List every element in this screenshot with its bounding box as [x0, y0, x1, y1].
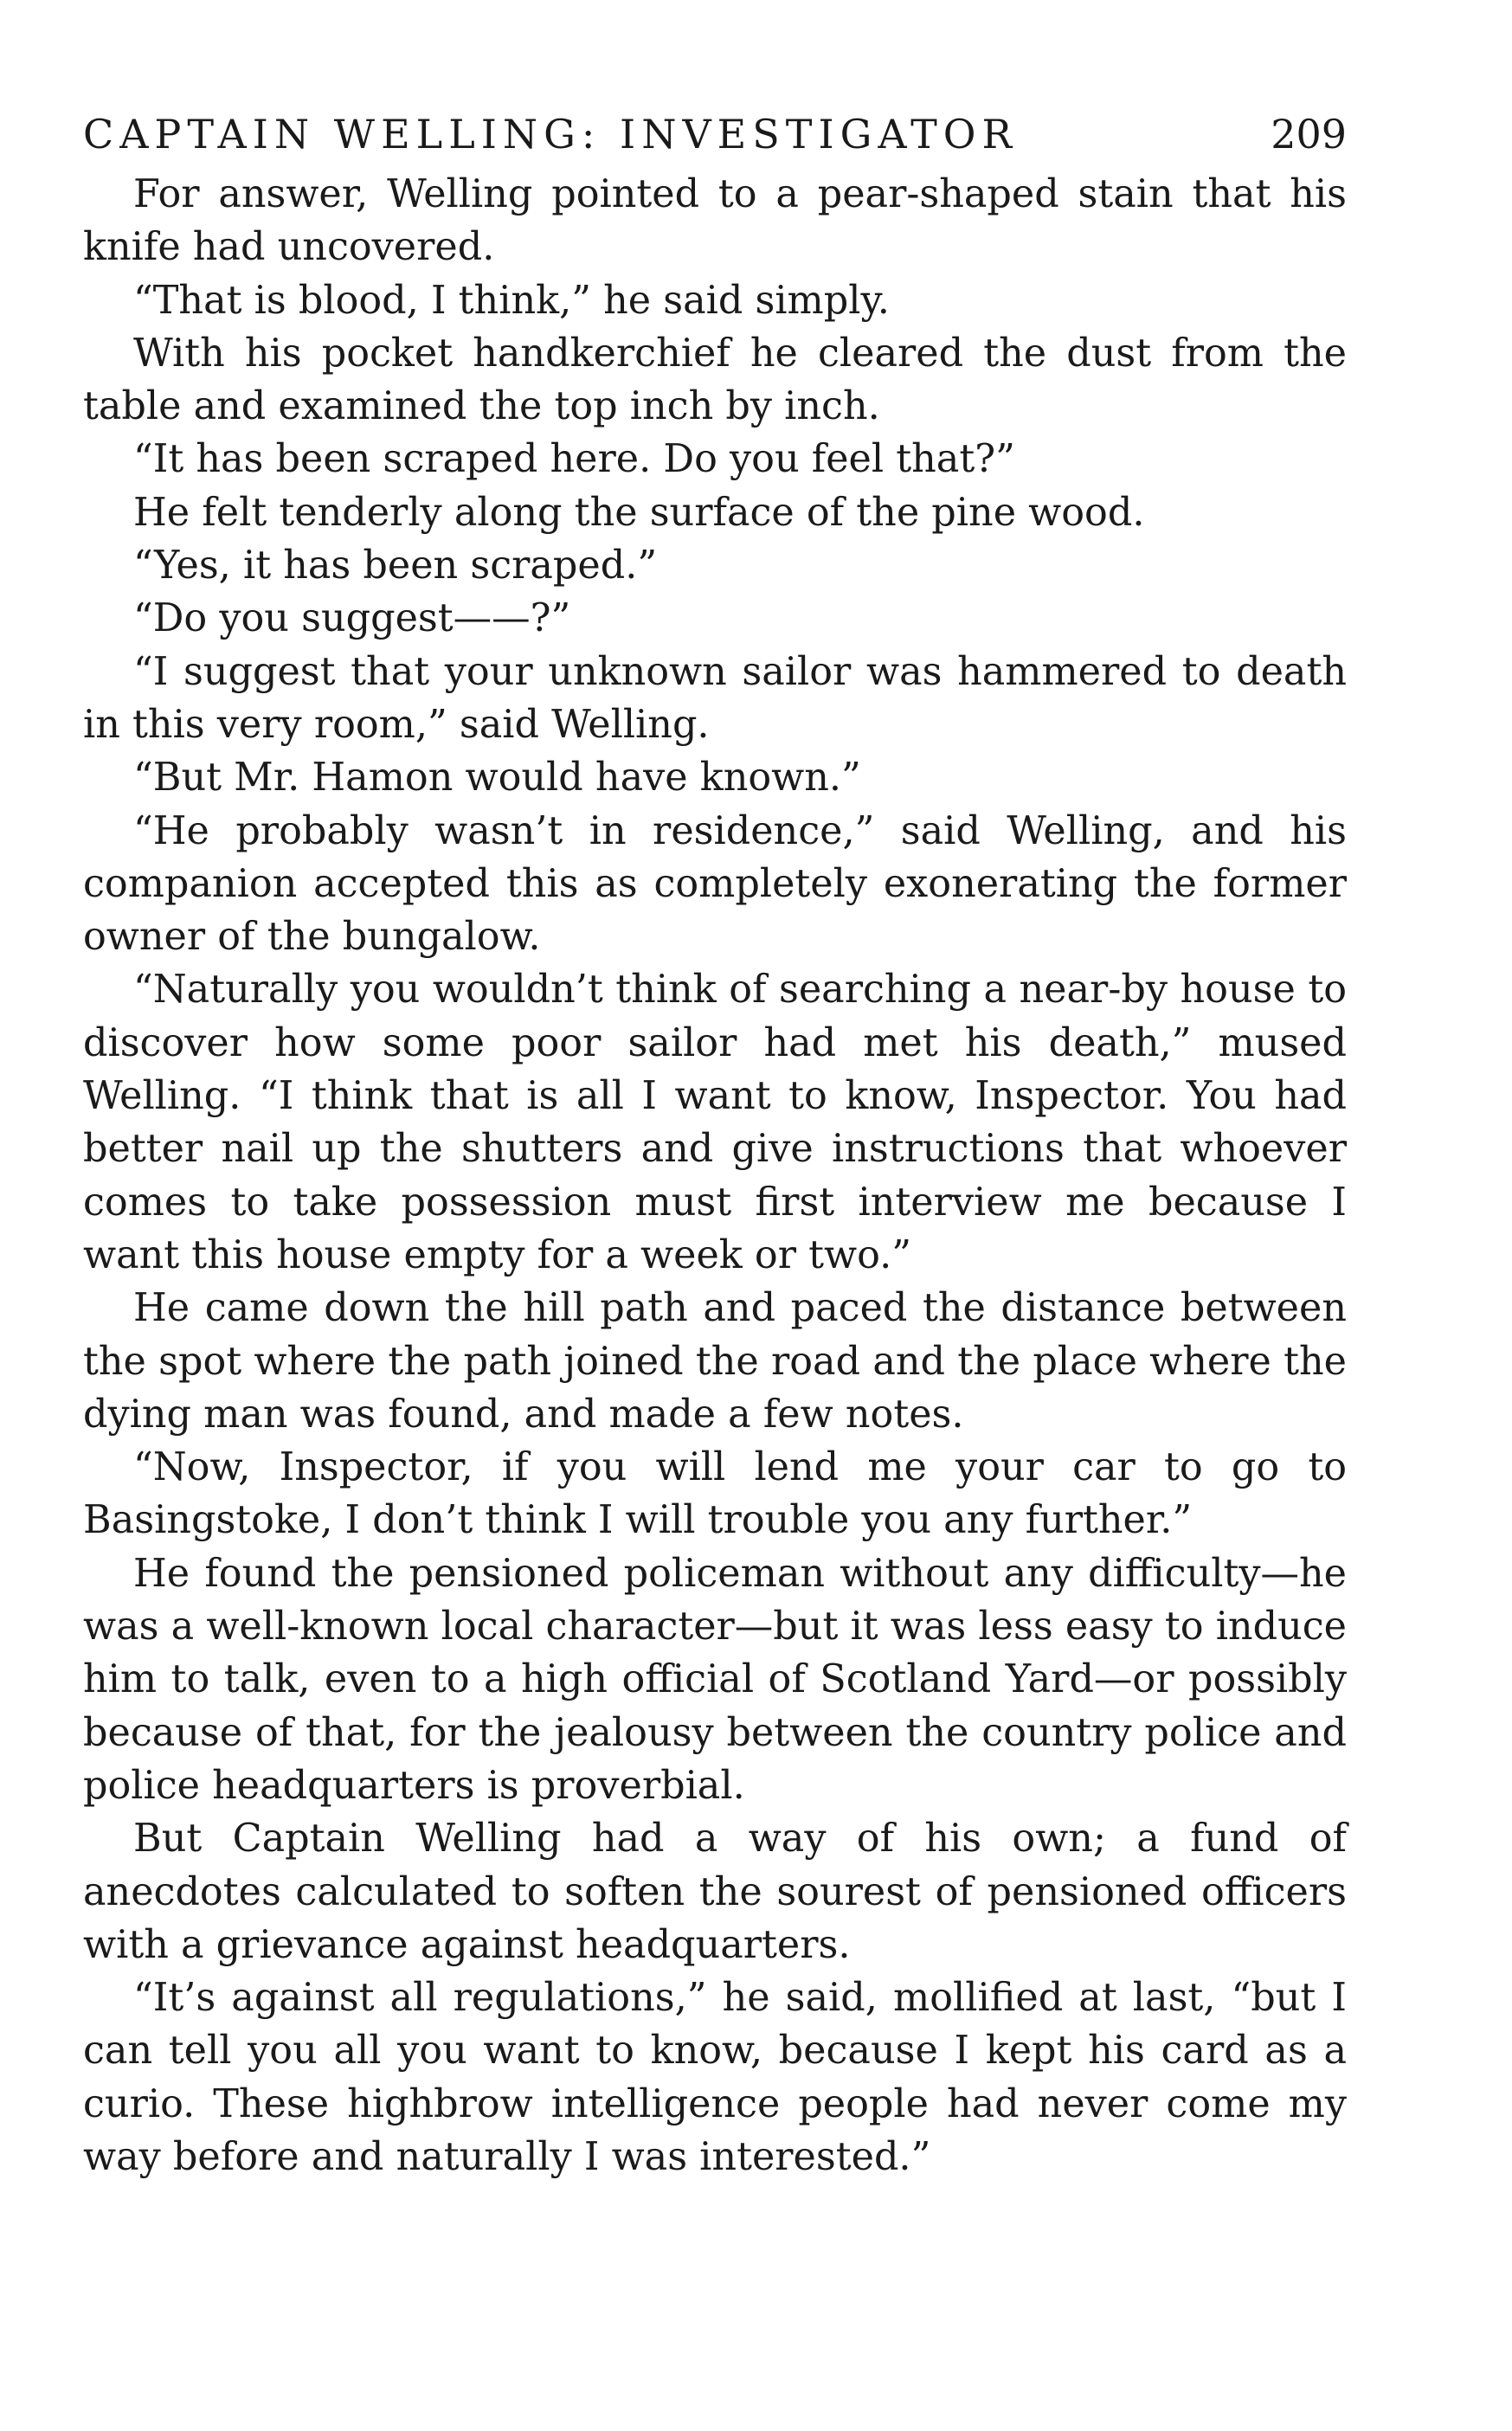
- paragraph: “It’s against all regulations,” he said, mollified at last, “but I can tell you all you want to know, because I kept his card as a curio. These highbrow intelligence people had never come my way before and naturally I was interested.”: [83, 1976, 1347, 2179]
- paragraph: “That is blood, I think,” he said simply.: [133, 278, 890, 323]
- running-head: [83, 104, 1347, 164]
- paragraph: “Naturally you wouldn’t think of searching a near-by house to discover how some poor sailor had met his death,” mused Welling. “I think that is all I want to know, Inspector. You had better nail up the shutters and give instructions that whoever comes to take possession must first interview me because I want this house empty for a week or two.”: [83, 968, 1347, 1277]
- book-page: [83, 104, 1347, 2183]
- running-title: CAPTAIN WELLING: INVESTIGATOR: [83, 111, 1019, 158]
- paragraph: For answer, Welling pointed to a pear-shaped stain that his knife had uncovered.: [83, 172, 1347, 270]
- paragraph: He found the pensioned policeman without any difficulty—he was a well-known local character—but it was less easy to induce him to talk, even to a high official of Scotland Yard—or possibly because of that, for the jealousy between the country police and police headquarters is proverbial.: [83, 1551, 1347, 1808]
- paragraph: “I suggest that your unknown sailor was hammered to death in this very room,” said Welling.: [83, 649, 1347, 747]
- paragraph: With his pocket handkerchief he cleared the dust from the table and examined the top inch by inch.: [83, 331, 1347, 429]
- paragraph: “Now, Inspector, if you will lend me your car to go to Basingstoke, I don’t think I will trouble you any further.”: [83, 1445, 1347, 1543]
- paragraph: “It has been scraped here. Do you feel that?”: [133, 437, 1015, 482]
- body-text: [83, 168, 1347, 2183]
- paragraph: But Captain Welling had a way of his own; a fund of anecdotes calculated to soften the sourest of pensioned officers with a grievance against headquarters.: [83, 1817, 1347, 1967]
- paragraph: “He probably wasn’t in residence,” said Welling, and his companion accepted this as completely exonerating the former owner of the bungalow.: [83, 808, 1347, 960]
- paragraph: He came down the hill path and paced the distance between the spot where the path joined the road and the place where the dying man was found, and made a few notes.: [83, 1286, 1347, 1437]
- paragraph: “Yes, it has been scraped.”: [133, 543, 658, 588]
- paragraph: He felt tenderly along the surface of the pine wood.: [133, 490, 1145, 535]
- page-number: 209: [1271, 111, 1347, 158]
- paragraph: “But Mr. Hamon would have known.”: [133, 756, 861, 801]
- paragraph: “Do you suggest——?”: [133, 596, 571, 641]
